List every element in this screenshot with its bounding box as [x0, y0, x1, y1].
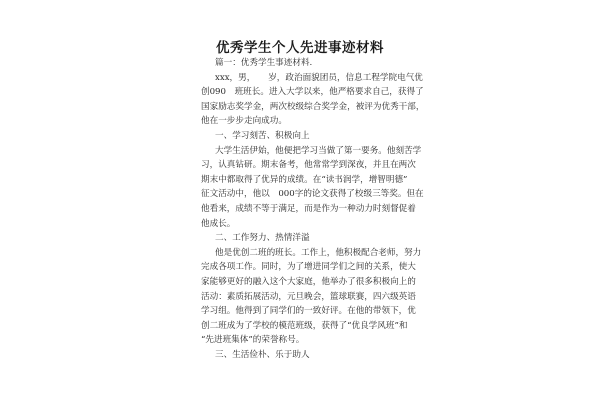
document-title: 优秀学生个人先进事迹材料 [216, 40, 384, 56]
text-line: 创090 班班长。进入大学以来，他严格要求自己，获得了 [201, 87, 424, 98]
section-heading: 一、学习刻苦、积极向上 [215, 131, 310, 141]
text-line: “先进班集体”的荣誉称号。 [201, 335, 305, 346]
text-line: 活动：素质拓展活动，元旦晚会，篮球联赛，四六级英语 [201, 291, 416, 302]
section-heading: 三、生活俭朴、乐于助人 [215, 350, 310, 360]
text-line: xxx，男， 岁，政治面貌团员，信息工程学院电气优 [215, 72, 423, 83]
text-line: 他是优创二班的班长。工作上，他积极配合老师，努力 [215, 247, 422, 258]
text-line: 国家励志奖学金，两次校级综合奖学金，被评为优秀干部， [201, 101, 425, 112]
text-line: 他看来，成绩不等于满足，而是作为一种动力时刻督促着 [201, 204, 416, 214]
text-line: 他在一步步走向成功。 [201, 116, 287, 127]
text-line: 完成各项工作。同时，为了增进同学们之间的关系，使大 [201, 262, 416, 273]
text-line: 大学生活伊始，他便把学习当做了第一要务。他刻苦学 [215, 145, 422, 156]
section-heading: 二、工作努力、热情洋溢 [215, 233, 310, 244]
text-line: 习，认真钻研。期末备考，他常常学到深夜，并且在两次 [201, 160, 416, 171]
text-line: 他成长。 [201, 218, 236, 229]
text-line: 学习组。他得到了同学们的一致好评。在他的带领下，优 [201, 306, 416, 317]
text-line: 家能够更好的融入这个大家庭，他举办了很多积极向上的 [201, 277, 416, 287]
text-line: 篇一：优秀学生事迹材料. [215, 58, 313, 68]
text-line: 征文活动中，他以 000字的论文获得了校级三等奖。但在 [201, 189, 424, 200]
text-line: 期末中都取得了优异的成绩。在“读书润学，增智明德” [201, 174, 408, 185]
text-line: 创二班成为了学校的模范班级，获得了“优良学风班”和 [201, 320, 408, 331]
